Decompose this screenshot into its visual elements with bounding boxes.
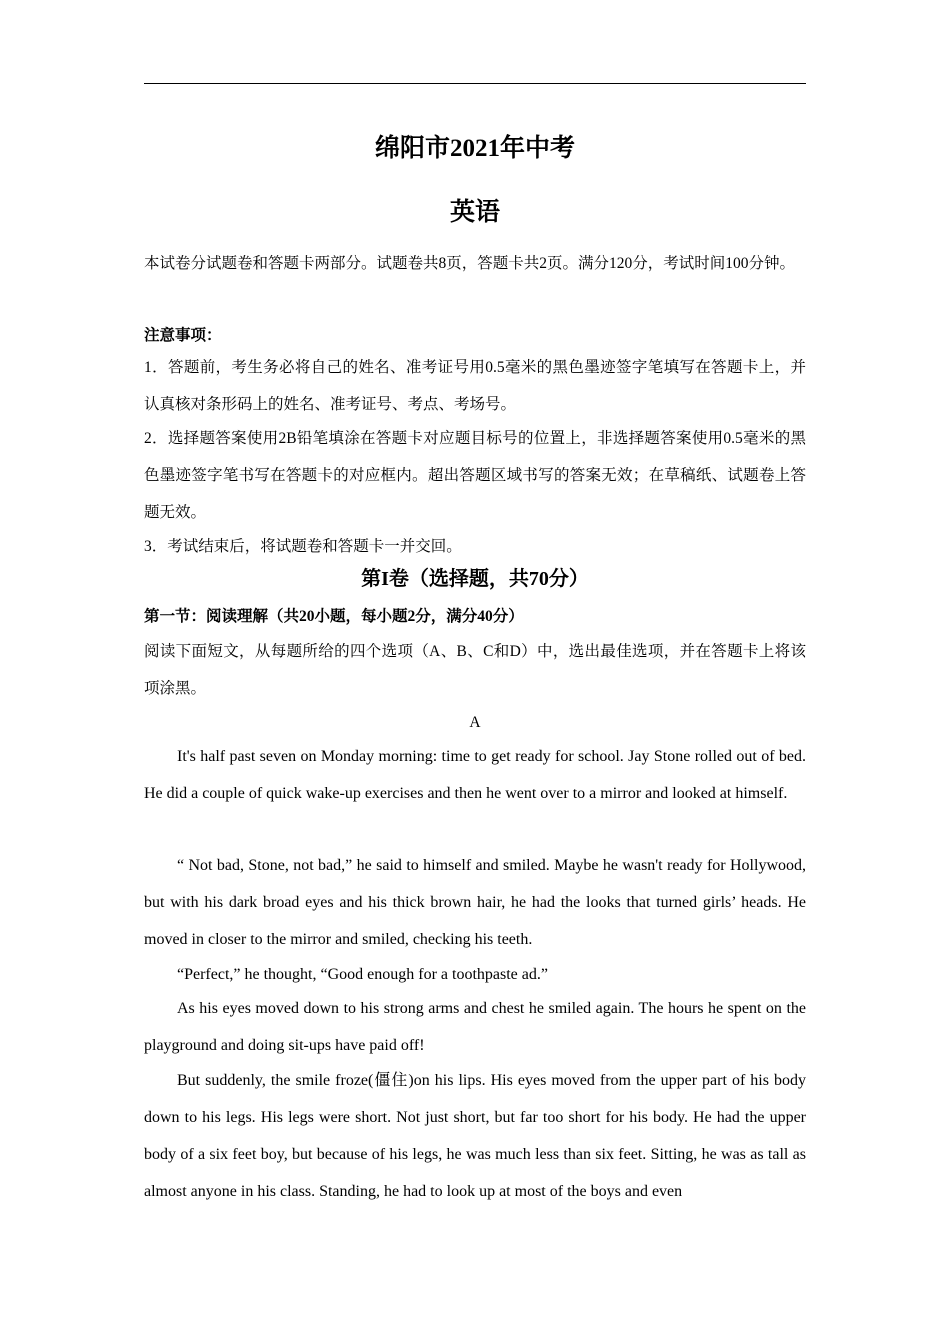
header-rule xyxy=(144,83,806,84)
notice-item: 2．选择题答案使用2B铅笔填涂在答题卡对应题目标号的位置上，非选择题答案使用0.5毫米的黑色墨迹签字笔书写在答题卡的对应框内。超出答题区域书写的答案无效；在草稿纸、试题卷上答题无效。 xyxy=(144,430,806,521)
part-title: 第一节：阅读理解（共20小题，每小题2分，满分40分） xyxy=(144,608,524,625)
passage-paragraph: But suddenly, the smile froze(僵住)on his lips. His eyes moved from the upper part of his body down to his legs. His legs were short. Not just short, but far too short for his body. He had the upper body of a six feet boy, but because of his legs, he was much less than six feet. Sitting, he was as tall as almost anyone in his class. Standing, he had to look up at most of the boys and even xyxy=(144,1072,806,1200)
passage-label: A xyxy=(469,714,481,731)
exam-intro: 本试卷分试题卷和答题卡两部分。试题卷共8页，答题卡共2页。满分120分，考试时间100分钟。 xyxy=(144,255,796,272)
notice-item: 3．考试结束后，将试题卷和答题卡一并交回。 xyxy=(144,538,462,555)
part-instruction: 阅读下面短文，从每题所给的四个选项（A、B、C和D）中，选出最佳选项，并在答题卡上将该项涂黑。 xyxy=(144,643,806,697)
passage-paragraph: As his eyes moved down to his strong arms and chest he smiled again. The hours he spent on the playground and doing sit-ups have paid off! xyxy=(144,1000,806,1054)
exam-title: 绵阳市2021年中考 xyxy=(374,135,575,162)
passage-paragraph: “ Not bad, Stone, not bad,” he said to himself and smiled. Maybe he wasn't ready for Hollywood, but with his dark broad eyes and his thick brown hair, he had the looks that turned girls’ heads. He moved in closer to the mirror and smiled, checking his teeth. xyxy=(144,857,806,948)
notice-item: 1．答题前，考生务必将自己的姓名、准考证号用0.5毫米的黑色墨迹签字笔填写在答题卡上，并认真核对条形码上的姓名、准考证号、考点、考场号。 xyxy=(144,359,806,413)
exam-subject: 英语 xyxy=(449,199,500,226)
passage-paragraph: “Perfect,” he thought, “Good enough for a toothpaste ad.” xyxy=(177,966,548,983)
notice-heading: 注意事项： xyxy=(144,327,222,344)
section-title: 第I卷（选择题，共70分） xyxy=(361,568,589,590)
passage-paragraph: It's half past seven on Monday morning: time to get ready for school. Jay Stone rolled out of bed. He did a couple of quick wake-up exercises and then he went over to a mirror and looked at himself. xyxy=(144,748,806,802)
